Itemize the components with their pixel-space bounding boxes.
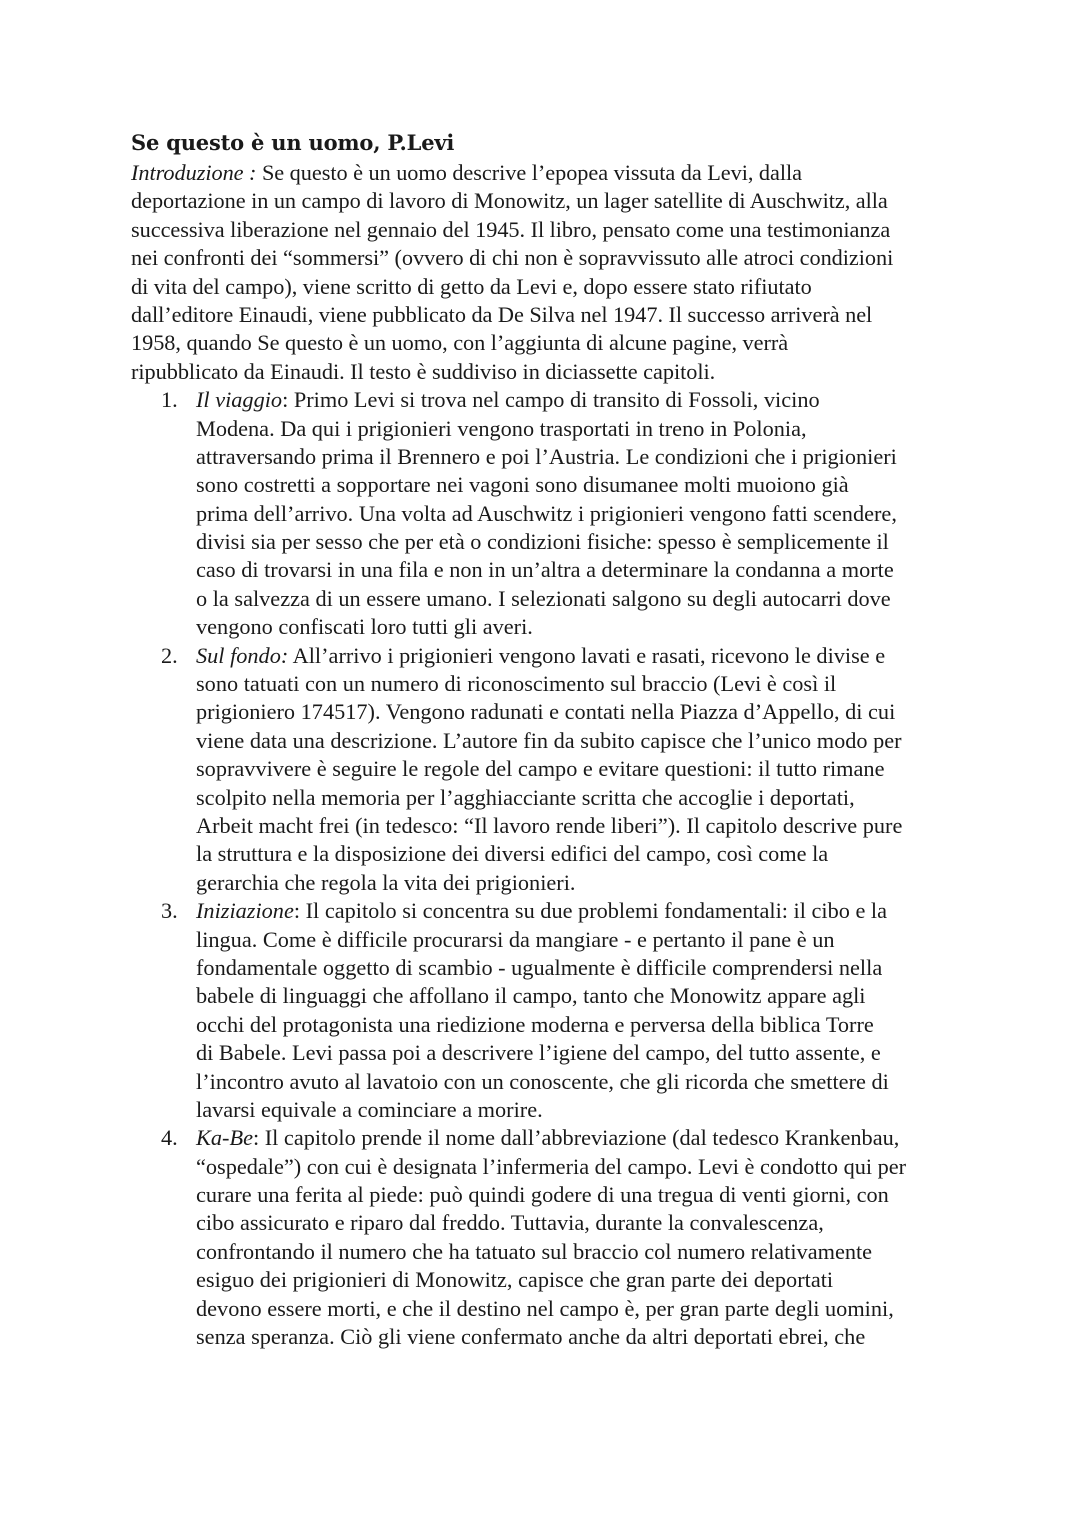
chapter-number: 2.	[161, 642, 178, 668]
document-page	[131, 127, 961, 1351]
intro-line: successiva liberazione nel gennaio del 1945. Il libro, pensato come una testimonianza	[131, 216, 891, 242]
intro-line: 1958, quando Se questo è un uomo, con l’aggiunta di alcune pagine, verrà	[131, 330, 789, 356]
chapter-title: Sul fondo:	[196, 642, 289, 668]
chapter-title: Iniziazione	[196, 898, 294, 924]
intro-label: Introduzione :	[131, 160, 257, 185]
chapter-title: Il viaggio	[196, 387, 283, 413]
intro-line: ripubblicato da Einaudi. Il testo è suddiviso in diciassette capitoli.	[131, 358, 716, 384]
document-title: Se questo è un uomo, P.Levi	[131, 130, 455, 155]
chapter-number: 3.	[161, 898, 178, 924]
chapter-number: 4.	[161, 1125, 178, 1151]
chapter-number: 1.	[161, 387, 178, 413]
intro-line: deportazione in un campo di lavoro di Monowitz, un lager satellite di Auschwitz, alla	[131, 188, 888, 214]
chapter-title: Ka-Be	[196, 1125, 253, 1151]
intro-line: dall’editore Einaudi, viene pubblicato da De Silva nel 1947. Il successo arriverà nel	[131, 301, 873, 327]
intro-line: Introduzione : Se questo è un uomo descrive l’epopea vissuta da Levi, dalla	[131, 160, 802, 185]
chapter-item-sul-fondo: 2. Sul fondo: All’arrivo i prigionieri vengono lavati e rasati, ricevono le divise e sono tatuati con un numero di riconoscimento sul braccio (Levi è così il prigioniero 174517). Vengono radunati e contati nella Piazza d’Appello, di cui viene data una descrizione. L’autore fin da subito capisce che l’unico modo per sopravvivere è seguire le regole del campo e evitare questioni: il tutto rimane scolpito nella memoria per l’agghiacciante scritta che accoglie i deportati, Arbeit macht frei (in tedesco: “Il lavoro rende liberi”). Il capitolo descrive pure la struttura e la disposizione dei diversi edifici del campo, così come la gerarchia che regola la vita dei prigionieri.	[161, 642, 903, 895]
chapter-item-ka-be: 4. Ka-Be: Il capitolo prende il nome dall’abbreviazione (dal tedesco Krankenbau, “ospedale”) con cui è designata l’infermeria del campo. Levi è condotto qui per curare una ferita al piede: può quindi godere di una tregua di venti giorni, con cibo assicurato e riparo dal freddo. Tuttavia, durante la convalescenza, confrontando il numero che ha tatuato sul braccio col numero relativamente esiguo dei prigionieri di Monowitz, capisce che gran parte dei deportati devono essere morti, e che il destino nel campo è, per gran parte degli uomini, senza speranza. Ciò gli viene confermato anche da altri deportati ebrei, che	[161, 1125, 907, 1350]
chapter-item-il-viaggio: 1. Il viaggio: Primo Levi si trova nel campo di transito di Fossoli, vicino Modena. Da qui i prigionieri vengono trasportati in treno in Polonia, attraversando prima il Brennero e poi l’Austria. Le condizioni che i prigionieri sono costretti a sopportare nei vagoni sono disumanee molti muoiono già prima dell’arrivo. Una volta ad Auschwitz i prigionieri vengono fatti scendere, divisi sia per sesso che per età o condizioni fisiche: spesso è semplicemente il caso di trovarsi in una fila e non in un’altra a determinare la condanna a morte o la salvezza di un essere umano. I selezionati salgono su degli autocarri dove vengono confiscati loro tutti gli averi.	[161, 387, 897, 640]
introduction-paragraph	[131, 159, 961, 386]
chapter-item-iniziazione: 3. Iniziazione: Il capitolo si concentra su due problemi fondamentali: il cibo e la lingua. Come è difficile procurarsi da mangiare - e pertanto il pane è un fondamentale oggetto di scambio - ugualmente è difficile comprendersi nella babele di linguaggi che affollano il campo, tanto che Monowitz appare agli occhi del protagonista una riedizione moderna e perversa della biblica Torre di Babele. Levi passa poi a descrivere l’igiene del campo, del tutto assente, e l’incontro avuto al lavatoio con un conoscente, che gli ricorda che smettere di lavarsi equivale a cominciare a morire.	[161, 898, 889, 1122]
intro-line: nei confronti dei “sommersi” (ovvero di chi non è sopravvissuto alle atroci condizioni	[131, 245, 894, 271]
intro-line: di vita del campo), viene scritto di getto da Levi e, dopo essere stato rifiutato	[131, 273, 812, 299]
chapter-list	[131, 386, 961, 1351]
